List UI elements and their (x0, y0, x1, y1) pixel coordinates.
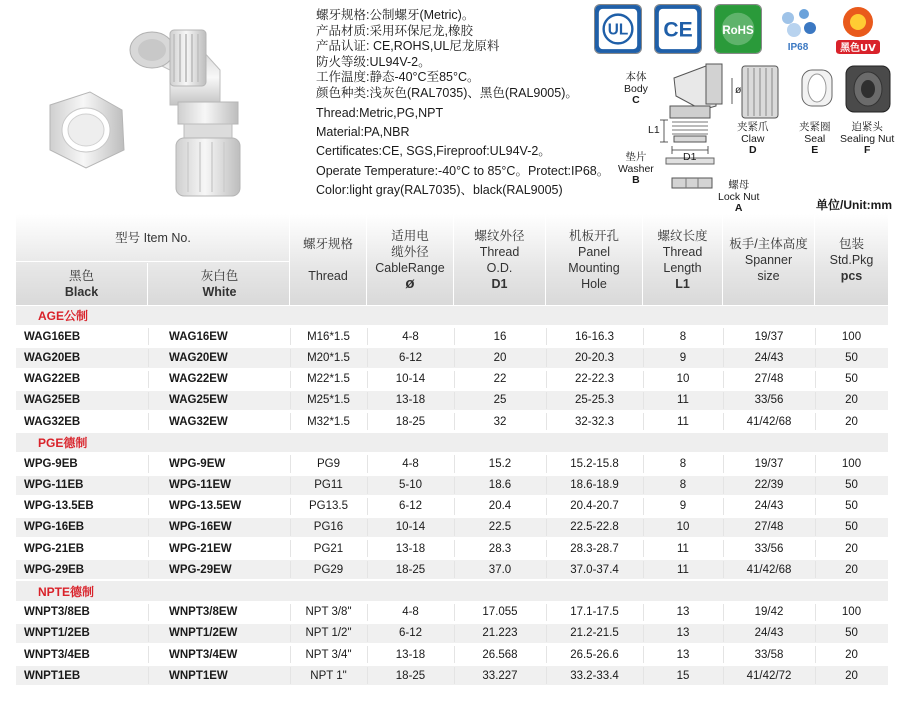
header-cable-cn1: 适用电 (391, 228, 429, 243)
header-package (815, 214, 888, 305)
specs-chinese (316, 8, 596, 102)
cell-black-model: WNPT3/8EB (24, 606, 90, 619)
cell-cable-range: 18-25 (395, 669, 426, 682)
cell-package-qty: 50 (845, 627, 858, 640)
label-washer-cn: 垫片 (625, 151, 647, 163)
claw-drawing (742, 66, 778, 118)
component-diagram (594, 56, 899, 216)
table-row (16, 411, 888, 432)
cell-thread-length: 8 (679, 330, 687, 343)
cell-thread-length: 11 (677, 563, 689, 576)
table-row (16, 475, 888, 496)
table-row (16, 496, 888, 517)
header-len-sym: L1 (675, 276, 690, 291)
header-hole-en2: Mounting (568, 260, 620, 275)
spec-line: 颜色种类:浅灰色(RAL7035)、黑色(RAL9005)。 (316, 85, 578, 100)
cell-package-qty: 100 (841, 330, 862, 343)
cell-thread: PG29 (313, 563, 344, 576)
header-len-en2: Length (663, 260, 702, 275)
product-photo (20, 10, 290, 210)
header-pkg-en: Std.Pkg (829, 252, 874, 267)
cell-white-model: WPG-21EW (169, 542, 232, 555)
cell-black-model: WAG16EB (24, 330, 81, 343)
header-thread-length (643, 214, 723, 305)
table-row (16, 369, 888, 390)
cell-thread: PG9 (316, 457, 340, 470)
spec-line: 螺牙规格:公制螺牙(Metric)。 (316, 8, 475, 22)
cell-thread-od: 15.2 (488, 457, 512, 470)
cell-cable-range: 6-12 (398, 627, 423, 640)
label-sealing-nut (840, 122, 894, 157)
lock-nut-drawing (672, 178, 712, 188)
cell-spanner-size: 41/42/68 (746, 563, 792, 576)
label-washer (618, 152, 654, 187)
header-thread-en: Thread (308, 268, 348, 283)
elbow-gland-photo (130, 30, 240, 196)
unit-label: 单位/Unit:mm (816, 198, 892, 212)
cell-spanner-size: 27/48 (754, 373, 784, 386)
cell-black-model: WNPT1/2EB (24, 627, 90, 640)
cell-black-model: WNPT3/4EB (24, 648, 90, 661)
cell-thread-od: 18.6 (488, 479, 512, 492)
ul-cert-icon (594, 4, 642, 54)
label-body-cn: 本体 (625, 71, 647, 83)
header-cable-range (367, 214, 454, 305)
cell-white-model: WPG-13.5EW (169, 500, 242, 513)
header-spanner (723, 214, 815, 305)
cell-cable-range: 4-8 (402, 457, 419, 470)
cell-cable-range: 10-14 (395, 521, 426, 534)
table-row (16, 538, 888, 559)
cell-thread: PG13.5 (309, 500, 348, 513)
cell-panel-hole: 16-16.3 (574, 330, 614, 343)
cell-thread-length: 10 (676, 373, 690, 386)
cell-cable-range: 10-14 (395, 373, 426, 386)
header-pkg-unit: pcs (840, 268, 863, 283)
table-row (16, 347, 888, 368)
cell-black-model: WPG-21EB (24, 542, 85, 555)
cell-white-model: WNPT3/8EW (169, 606, 238, 619)
cell-black-model: WAG32EB (24, 415, 81, 428)
cell-cable-range: 4-8 (402, 606, 419, 619)
label-washer-en: Washer (618, 162, 654, 175)
cell-panel-hole: 17.1-17.5 (570, 606, 619, 619)
cell-spanner-size: 24/43 (754, 627, 784, 640)
table-row (16, 559, 888, 580)
specs-english (316, 104, 610, 200)
spec-line: Color:light gray(RAL7035)、black(RAL9005) (316, 182, 563, 197)
spec-line: 防火等级:UL94V-2。 (316, 54, 431, 69)
cell-thread: PG11 (314, 479, 343, 492)
cell-thread: M20*1.5 (307, 351, 350, 364)
cell-black-model: WPG-13.5EB (24, 500, 94, 513)
cell-white-model: WPG-9EW (169, 457, 226, 470)
label-sealing-nut-en: Sealing Nut (840, 132, 895, 145)
cell-package-qty: 50 (845, 373, 858, 386)
table-row (16, 644, 888, 665)
table-header (16, 214, 888, 305)
label-claw-cn: 夹紧爪 (737, 121, 769, 133)
cell-panel-hole: 22-22.3 (574, 373, 614, 386)
rohs-cert-text: RoHS (722, 24, 754, 37)
cell-package-qty: 20 (845, 415, 858, 428)
cell-cable-range: 13-18 (395, 394, 426, 407)
cell-panel-hole: 26.5-26.6 (570, 648, 619, 661)
header-cable-sym: ø (405, 274, 415, 292)
cell-black-model: WPG-11EB (24, 479, 84, 492)
cell-thread-length: 8 (679, 457, 687, 470)
section-title: NPTE德制 (38, 584, 95, 599)
header-span-cn: 板手/主体高度 (729, 236, 808, 251)
header-item (16, 214, 290, 305)
header-len-cn: 螺纹长度 (657, 228, 708, 243)
cell-thread-od: 16 (493, 330, 507, 343)
cell-package-qty: 20 (845, 394, 858, 407)
cell-thread: M16*1.5 (307, 330, 350, 343)
table-row (16, 453, 888, 474)
header-thread (290, 214, 367, 305)
seal-drawing (802, 70, 832, 106)
cell-thread-od: 25 (493, 394, 507, 407)
section-title: PGE德制 (38, 436, 88, 451)
label-phi: ø (735, 84, 742, 96)
cell-thread-length: 15 (676, 669, 690, 682)
cell-thread-length: 10 (676, 521, 690, 534)
cell-package-qty: 20 (845, 563, 858, 576)
label-claw-en: Claw (741, 132, 765, 145)
label-locknut-cn: 螺母 (728, 179, 750, 191)
cell-panel-hole: 37.0-37.4 (570, 563, 619, 576)
header-white (149, 263, 290, 305)
cell-white-model: WAG20EW (169, 351, 228, 364)
cell-panel-hole: 28.3-28.7 (570, 542, 619, 555)
cell-thread-od: 26.568 (482, 648, 518, 661)
header-pkg-cn: 包装 (838, 236, 864, 251)
header-thread-cn: 螺牙规格 (302, 236, 353, 251)
ip68-cert-text: IP68 (787, 42, 809, 53)
cell-panel-hole: 21.2-21.5 (570, 627, 619, 640)
label-washer-letter: B (632, 174, 640, 186)
table-row (16, 602, 888, 623)
label-locknut-en: Lock Nut (718, 190, 760, 203)
certification-icons (594, 4, 894, 54)
cell-white-model: WNPT1EW (169, 669, 228, 682)
cell-white-model: WAG22EW (169, 373, 228, 386)
header-od-sym: D1 (491, 276, 508, 291)
table-row (16, 390, 888, 411)
cell-thread-od: 37.0 (488, 563, 512, 576)
label-seal (799, 122, 831, 157)
ce-cert-icon (654, 4, 702, 54)
cell-thread-od: 20 (493, 351, 507, 364)
spec-line: 产品材质:采用环保尼龙,橡胶 (316, 23, 473, 38)
cell-white-model: WNPT1/2EW (169, 627, 238, 640)
cell-black-model: WAG25EB (24, 394, 81, 407)
cell-white-model: WAG32EW (169, 415, 228, 428)
label-claw-letter: D (748, 144, 757, 156)
cell-spanner-size: 19/37 (754, 457, 784, 470)
cell-thread-length: 11 (677, 542, 689, 555)
cell-panel-hole: 20.4-20.7 (570, 500, 619, 513)
header-od-en1: Thread (479, 244, 520, 259)
uv-cert-icon (834, 4, 882, 54)
cell-black-model: WAG22EB (24, 373, 81, 386)
cell-thread-length: 8 (679, 479, 687, 492)
section-header (16, 432, 888, 453)
spec-line: Operate Temperature:-40°C to 85°C。Protect:IP68。 (316, 163, 610, 178)
cell-thread-od: 20.4 (488, 500, 512, 513)
cell-thread-length: 9 (679, 351, 687, 364)
label-seal-cn: 夹紧圈 (799, 121, 831, 133)
cell-thread-od: 21.223 (482, 627, 518, 640)
cell-thread-od: 17.055 (482, 606, 518, 619)
cell-panel-hole: 25-25.3 (574, 394, 614, 407)
header-black-cn: 黑色 (68, 269, 94, 283)
section-header (16, 580, 888, 601)
header-thread-od (454, 214, 546, 305)
label-l1: L1 (648, 124, 660, 136)
cell-panel-hole: 18.6-18.9 (570, 479, 619, 492)
cell-white-model: WNPT3/4EW (169, 648, 238, 661)
cell-thread: NPT 1" (310, 669, 347, 682)
label-body-en: Body (624, 82, 648, 95)
cell-spanner-size: 33/58 (754, 648, 784, 661)
header-len-en1: Thread (662, 244, 703, 259)
body-drawing (670, 64, 722, 142)
cell-thread: NPT 3/4" (305, 648, 352, 661)
cell-thread-od: 33.227 (482, 669, 518, 682)
label-locknut-letter: A (734, 202, 743, 214)
cell-cable-range: 18-25 (395, 563, 426, 576)
header-hole-cn: 机板开孔 (568, 228, 619, 243)
cell-package-qty: 50 (845, 351, 858, 364)
header-od-cn: 螺纹外径 (474, 228, 525, 243)
cell-package-qty: 20 (845, 542, 858, 555)
spec-line: 产品认证: CE,ROHS,UL尼龙原料 (316, 39, 500, 54)
spec-line: Material:PA,NBR (316, 125, 410, 140)
table-row (16, 326, 888, 347)
cell-thread: PG16 (313, 521, 344, 534)
cell-thread-length: 11 (677, 415, 689, 428)
cell-spanner-size: 27/48 (754, 521, 784, 534)
cell-spanner-size: 19/37 (754, 330, 784, 343)
cell-package-qty: 100 (841, 606, 862, 619)
cell-white-model: WAG16EW (169, 330, 228, 343)
cell-thread-length: 11 (677, 394, 689, 407)
cell-thread: M22*1.5 (307, 373, 350, 386)
cell-thread-od: 22.5 (488, 521, 512, 534)
cell-spanner-size: 33/56 (754, 394, 784, 407)
label-sealing-nut-letter: F (863, 144, 871, 156)
cell-white-model: WPG-11EW (169, 479, 231, 492)
table-row (16, 517, 888, 538)
section-title: AGE公制 (38, 309, 89, 324)
ul-cert-text: UL (607, 21, 629, 39)
cell-package-qty: 50 (845, 521, 858, 534)
cell-spanner-size: 24/43 (754, 351, 784, 364)
section-header (16, 305, 888, 326)
cell-thread: M32*1.5 (307, 415, 350, 428)
cell-white-model: WPG-16EW (169, 521, 232, 534)
cell-thread: NPT 3/8" (305, 606, 352, 619)
cell-cable-range: 5-10 (398, 479, 423, 492)
label-claw (737, 122, 769, 157)
cell-panel-hole: 15.2-15.8 (570, 457, 619, 470)
label-locknut (718, 180, 759, 215)
header-hole-en3: Hole (581, 276, 607, 291)
cell-black-model: WPG-9EB (24, 457, 78, 470)
ce-cert-text: CE (663, 18, 693, 42)
cell-package-qty: 20 (845, 648, 858, 661)
cell-cable-range: 18-25 (395, 415, 426, 428)
cell-package-qty: 20 (845, 669, 858, 682)
spec-table (16, 214, 888, 686)
label-seal-letter: E (811, 144, 819, 156)
header-cable-en: CableRange (375, 260, 445, 275)
header-white-en: White (202, 285, 237, 299)
cell-thread-length: 13 (676, 606, 690, 619)
label-sealing-nut-cn: 迫紧头 (851, 121, 883, 133)
header-black (16, 263, 148, 305)
cell-spanner-size: 41/42/72 (746, 669, 792, 682)
cell-spanner-size: 24/43 (754, 500, 784, 513)
label-d1: D1 (683, 151, 697, 163)
cell-thread-length: 13 (676, 648, 690, 661)
header-span-en1: Spanner (744, 252, 793, 267)
cell-spanner-size: 41/42/68 (746, 415, 792, 428)
cell-cable-range: 13-18 (395, 648, 426, 661)
spec-line: Certificates:CE, SGS,Fireproof:UL94V-2。 (316, 144, 551, 159)
cell-spanner-size: 33/56 (754, 542, 784, 555)
spec-line: 工作温度:静态-40°C至85°C。 (316, 70, 480, 85)
header-od-en2: O.D. (486, 260, 513, 275)
header-black-en: Black (64, 285, 99, 299)
ip68-cert-icon (774, 4, 822, 54)
cell-panel-hole: 22.5-22.8 (570, 521, 619, 534)
cell-thread-od: 32 (493, 415, 507, 428)
cell-thread-length: 13 (676, 627, 690, 640)
cell-black-model: WPG-16EB (24, 521, 85, 534)
table-row (16, 623, 888, 644)
cell-panel-hole: 32-32.3 (574, 415, 614, 428)
spec-line: Thread:Metric,PG,NPT (316, 106, 444, 120)
sealing-nut-drawing (846, 66, 890, 112)
cell-panel-hole: 20-20.3 (574, 351, 614, 364)
header-panel-hole (546, 214, 643, 305)
label-seal-en: Seal (804, 132, 826, 145)
cell-package-qty: 50 (845, 500, 858, 513)
uv-cert-text: 黑色UV (840, 43, 876, 54)
cell-cable-range: 6-12 (398, 351, 423, 364)
cell-thread: PG21 (313, 542, 344, 555)
cell-thread: M25*1.5 (307, 394, 350, 407)
cell-thread-od: 22 (493, 373, 507, 386)
table-body (16, 305, 888, 686)
label-body-letter: C (632, 94, 640, 106)
cell-thread-od: 28.3 (488, 542, 512, 555)
cell-thread: NPT 1/2" (305, 627, 352, 640)
cell-black-model: WPG-29EB (24, 563, 85, 576)
cell-cable-range: 6-12 (398, 500, 423, 513)
label-body (624, 72, 648, 107)
rohs-cert-icon (714, 4, 762, 54)
cell-black-model: WAG20EB (24, 351, 81, 364)
table-row (16, 665, 888, 686)
header-cable-cn2: 缆外径 (391, 244, 429, 259)
cell-cable-range: 4-8 (402, 330, 419, 343)
cell-spanner-size: 22/39 (754, 479, 784, 492)
header-white-cn: 灰白色 (200, 269, 239, 283)
cell-black-model: WNPT1EB (24, 669, 81, 682)
header-span-en2: size (757, 268, 780, 283)
cell-thread-length: 9 (679, 500, 687, 513)
cell-white-model: WAG25EW (169, 394, 228, 407)
cell-spanner-size: 19/42 (754, 606, 784, 619)
cell-white-model: WPG-29EW (169, 563, 232, 576)
lock-nut-photo (50, 92, 124, 168)
header-hole-en1: Panel (578, 244, 610, 259)
cell-package-qty: 50 (845, 479, 858, 492)
header-item-title: 型号 Item No. (16, 214, 290, 262)
cell-package-qty: 100 (841, 457, 862, 470)
cell-panel-hole: 33.2-33.4 (570, 669, 619, 682)
cell-cable-range: 13-18 (395, 542, 426, 555)
